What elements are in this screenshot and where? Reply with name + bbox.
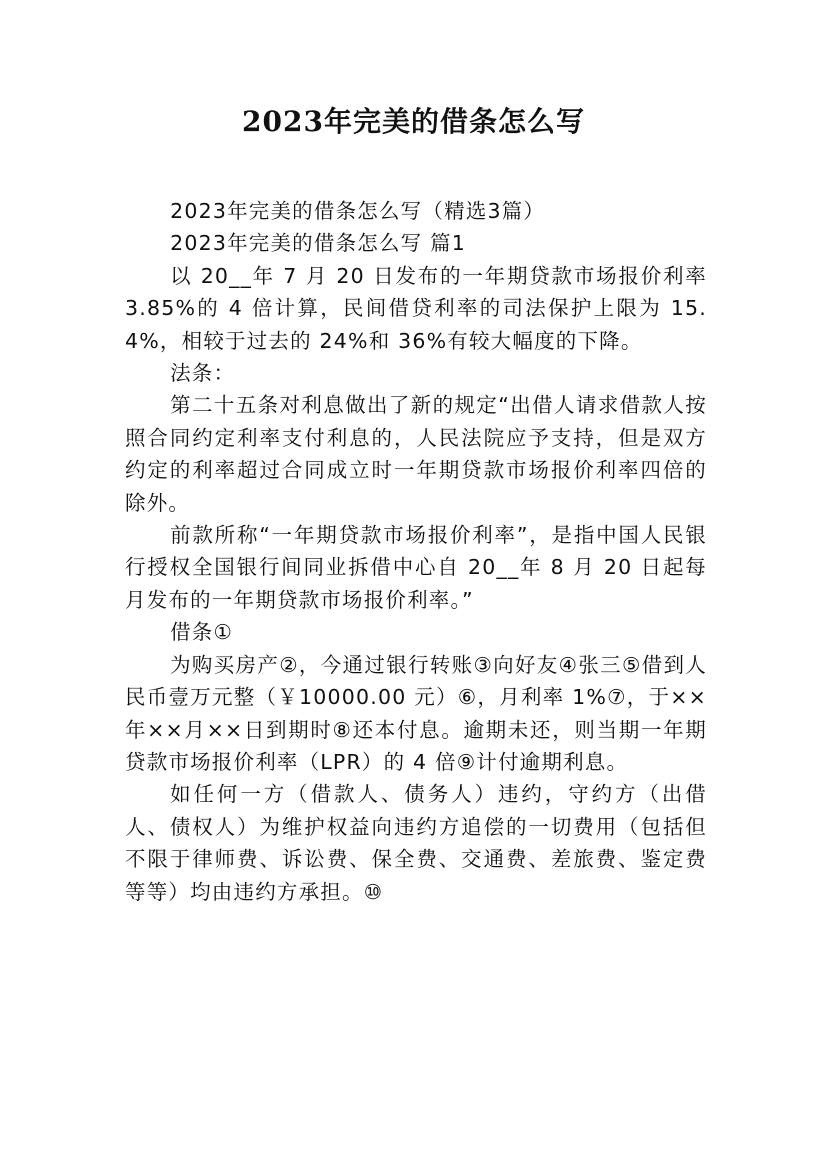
document-body <box>125 195 707 908</box>
paragraph-article-25: 第二十五条对利息做出了新的规定“出借人请求借款人按照合同约定利率支付利息的，人民法院应予支持，但是双方约定的利率超过合同成立时一年期贷款市场报价利率四倍的除外。 <box>125 393 707 515</box>
paragraph-breach-clause: 如任何一方（借款人、债务人）违约，守约方（出借人、债权人）为维护权益向违约方追偿的一切费用（包括但不限于律师费、诉讼费、保全费、交通费、差旅费、鉴定费等等）均由违约方承担。⑩ <box>125 782 707 904</box>
document-title: 2023年完美的借条怎么写 <box>242 105 585 138</box>
paragraph-iou-heading: 借条① <box>170 620 234 645</box>
paragraph-subtitle: 2023年完美的借条怎么写（精选3篇） <box>170 199 546 223</box>
paragraph-lpr-definition: 前款所称“一年期贷款市场报价利率”，是指中国人民银行授权全国银行间同业拆借中心自 20__年 8 月 20 日起每月发布的一年期贷款市场报价利率。” <box>125 523 707 612</box>
paragraph-interest-rate: 以 20__年 7 月 20 日发布的一年期贷款市场报价利率 3.85%的 4 倍计算，民间借贷利率的司法保护上限为 15.4%，相较于过去的 24%和 36%有较大幅度的下降。 <box>125 263 707 353</box>
paragraph-iou-content: 为购买房产②，今通过银行转账③向好友④张三⑤借到人民币壹万元整（￥10000.00 元）⑥，月利率 1%⑦，于××年××月××日到期时⑧还本付息。逾期未还，则当期一年期贷款市场报价利率（LPR）的 4 倍⑨计付逾期利息。 <box>125 652 707 774</box>
paragraph-section-heading: 2023年完美的借条怎么写 篇1 <box>170 231 467 256</box>
paragraph-law-label: 法条： <box>170 361 236 386</box>
